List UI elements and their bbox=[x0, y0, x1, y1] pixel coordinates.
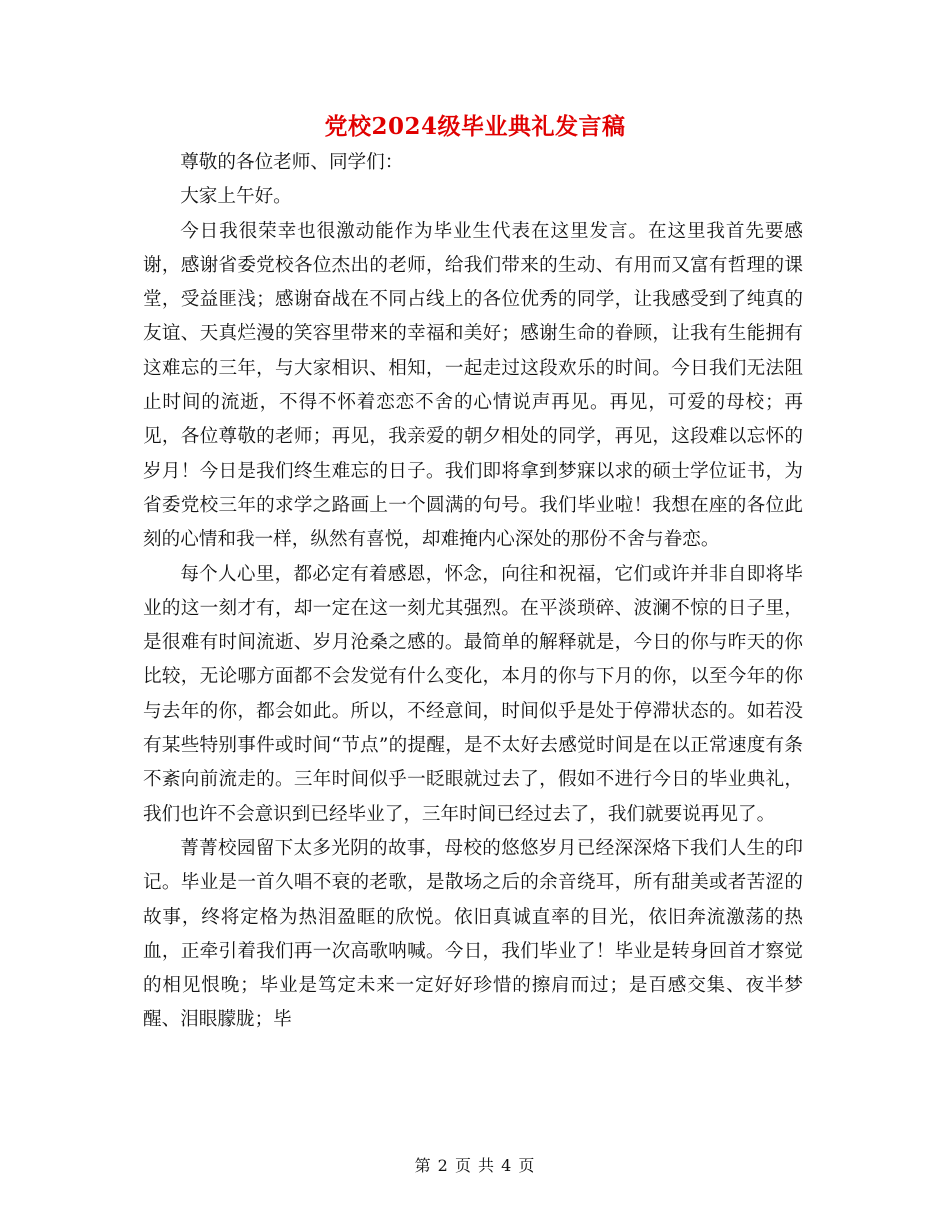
document-title: 党校2024级毕业典礼发言稿 bbox=[324, 113, 626, 140]
body-paragraph: 菁菁校园留下太多光阴的故事，母校的悠悠岁月已经深深烙下我们人生的印记。毕业是一首久唱不衰的老歌，是散场之后的余音绕耳，所有甜美或者苦涩的故事，终将定格为热泪盈眶的欣悦。依旧真诚直率的目光，依旧奔流激荡的热血，正牵引着我们再一次高歌呐喊。今日，我们毕业了！毕业是转身回首才察觉的相见恨晚；毕业是笃定未来一定好好珍惜的擦肩而过；是百感交集、夜半梦醒、泪眼朦胧；毕 bbox=[143, 837, 803, 1031]
body-paragraph: 每个人心里，都必定有着感恩，怀念，向往和祝福，它们或许并非自即将毕业的这一刻才有，却一定在这一刻尤其强烈。在平淡琐碎、波澜不惊的日子里，是很难有时间流逝、岁月沧桑之感的。最简单的解释就是，今日的你与昨天的你比较，无论哪方面都不会发觉有什么变化，本月的你与下月的你，以至今年的你与去年的你，都会如此。所以，不经意间，时间似乎是处于停滞状态的。如若没有某些特别事件或时间“节点”的提醒，是不太好去感觉时间是在以正常速度有条不紊向前流走的。三年时间似乎一眨眼就过去了，假如不进行今日的毕业典礼，我们也许不会意识到已经毕业了，三年时间已经过去了，我们就要说再见了。 bbox=[143, 563, 803, 825]
body-paragraph: 今日我很荣幸也很激动能作为毕业生代表在这里发言。在这里我首先要感谢，感谢省委党校各位杰出的老师，给我们带来的生动、有用而又富有哲理的课堂，受益匪浅；感谢奋战在不同占线上的各位优秀的同学，让我感受到了纯真的友谊、天真烂漫的笑容里带来的幸福和美好；感谢生命的眷顾，让我有生能拥有这难忘的三年，与大家相识、相知，一起走过这段欢乐的时间。今日我们无法阻止时间的流逝，不得不怀着恋恋不舍的心情说声再见。再见，可爱的母校；再见，各位尊敬的老师；再见，我亲爱的朝夕相处的同学，再见，这段难以忘怀的岁月！今日是我们终生难忘的日子。我们即将拿到梦寐以求的硕士学位证书，为省委党校三年的求学之路画上一个圆满的句号。我们毕业啦！我想在座的各位此刻的心情和我一样，纵然有喜悦，却难掩内心深处的那份不舍与眷恋。 bbox=[143, 220, 803, 551]
document-body bbox=[143, 146, 803, 1038]
page-number-footer: 第 2 页 共 4 页 bbox=[414, 1156, 536, 1175]
greeting-paragraph: 大家上午好。 bbox=[180, 186, 292, 208]
salutation-paragraph: 尊敬的各位老师、同学们： bbox=[180, 152, 404, 173]
